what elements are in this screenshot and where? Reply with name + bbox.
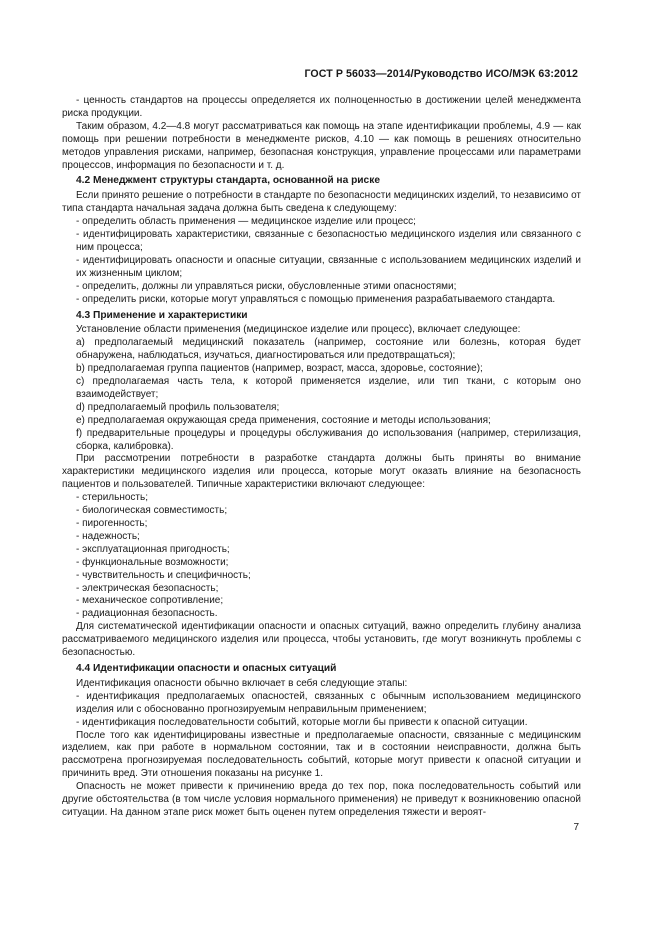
list-item: - идентифицировать характеристики, связанные с безопасностью медицинского изделия или связанного с ним процесса; [76,229,581,253]
list-item: - идентифицировать опасности и опасные ситуации, связанные с использованием медицинских изделий и их жизненным циклом; [76,254,581,279]
paragraph: Идентификация опасности обычно включает в себя следующие этапы: [76,677,408,689]
list-item: b) предполагаемая группа пациентов (например, возраст, масса, здоровье, состояние); [76,363,483,375]
list-item: - чувствительность и специфичность; [76,569,251,581]
list-item: c) предполагаемая часть тела, к которой применяется изделие, или тип ткани, с которым оно взаимодействует; [76,376,581,400]
list-item: d) предполагаемый профиль пользователя; [76,401,280,413]
document-header: ГОСТ Р 56033—2014/Руководство ИСО/МЭК 63:2012 [304,68,578,80]
section-heading-4-3: 4.3 Применение и характеристики [76,309,248,321]
list-item: - механическое сопротивление; [76,595,224,607]
document-body [62,95,581,820]
list-item: - электрическая безопасность; [76,582,219,594]
list-item: - стерильность; [76,492,148,504]
list-item: - определить риски, которые могут управляться с помощью применения разрабатываемого стандарта. [76,293,556,305]
list-item: - идентификация предполагаемых опасностей, связанных с обычным использованием медицинского изделия или с обоснованно прогнозируемым неправильным применением; [76,690,581,715]
paragraph: Таким образом, 4.2—4.8 могут рассматриваться как помощь на этапе идентификации проблемы, 4.9 — как помощь при решении потребности в менеджменте рисков, 4.10 — как помощь в решениях относительно методов управления рисками, например, безопасная конструкция, управление процессами или параметрами процессов, информация по безопасности и т. д. [62,120,581,171]
paragraph: Для систематической идентификации опасности и опасных ситуаций, важно определить глубину анализа рассматриваемого медицинского изделия или процесса, чтобы установить, где могут возникнуть проблемы с безопасностью. [62,621,581,659]
list-item: - надежность; [76,530,140,542]
list-item: f) предварительные процедуры и процедуры обслуживания до использования (например, стерилизация, сборка, калибровка). [76,427,581,452]
paragraph: Установление области применения (медицинское изделие или процесс), включает следующее: [76,324,521,336]
paragraph: При рассмотрении потребности в разработке стандарта должны быть приняты во внимание характеристики медицинского изделия или процесса, которые могут оказать влияние на безопасность пациентов и пользователей. Типичные характеристики включают следующее: [62,453,581,491]
list-item: a) предполагаемый медицинский показатель (например, состояние или болезнь, которая будет обнаружена, наблюдаться, изучаться, диагностироваться или предотвращаться); [76,337,581,362]
section-heading-4-2: 4.2 Менеджмент структуры стандарта, основанной на риске [76,175,380,187]
paragraph: Если принято решение о потребности в стандарте по безопасности медицинских изделий, то независимо от типа стандарта начальная задача должна быть сведена к следующему: [62,190,581,215]
list-item: - определить, должны ли управляться риски, обусловленные этими опасностями; [76,280,457,292]
page-number: 7 [573,822,579,833]
paragraph: Опасность не может привести к причинению вреда до тех пор, пока последовательность событий или другие обстоятельства (в том числе условия нормального применения) не приведут к возникновению опасной ситуации. На данном этапе риск может быть оценен путем определения тяжести и вероят- [62,781,581,818]
list-item: - пирогенность; [76,518,148,529]
list-item: - идентификация последовательности событий, которые могли бы привести к опасной ситуации. [76,716,528,728]
list-item: - эксплуатационная пригодность; [76,543,230,555]
list-item: - функциональные возможности; [76,556,229,568]
list-item: - радиационная безопасность. [76,608,218,620]
list-item: e) предполагаемая окружающая среда применения, состояние и методы использования; [76,414,491,426]
list-item: - биологическая совместимость; [76,505,228,517]
section-heading-4-4: 4.4 Идентификации опасности и опасных ситуаций [76,662,337,674]
paragraph: - ценность стандартов на процессы определяется их полноценностью в достижении целей менеджмента риска продукции. [62,95,581,119]
list-item: - определить область применения — медицинское изделие или процесс; [76,216,416,228]
paragraph: После того как идентифицированы известные и предполагаемые опасности, связанные с медицинским изделием, как при работе в нормальном состоянии, так и в состоянии неисправности, должна быть рассмотрена прогнозируемая последовательность событий, которые могут привести к опасной ситуации и причинить вред. Эти отношения показаны на рисунке 1. [62,729,581,780]
